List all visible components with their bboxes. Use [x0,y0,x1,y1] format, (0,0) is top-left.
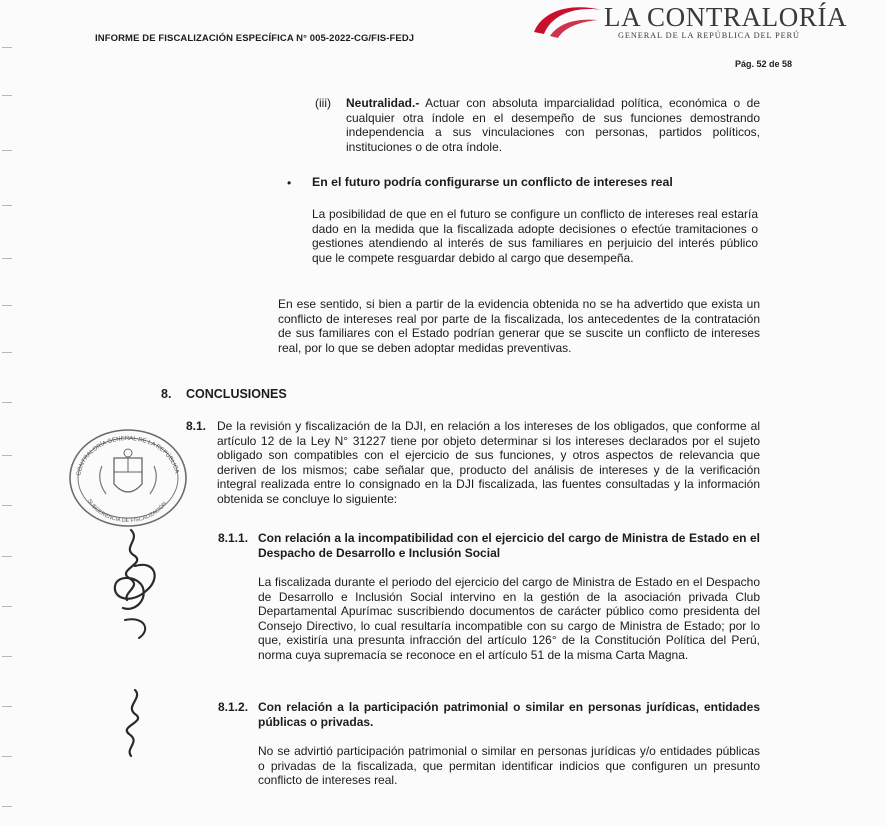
logo-title: LA CONTRALORÍA [604,2,848,32]
logo-swoosh-icon [528,2,608,42]
bullet-title: En el futuro podría configurarse un conflicto de intereses real [312,175,673,189]
item-iii-title: Neutralidad.- [346,96,420,110]
s811-number: 8.1.1. [218,531,249,545]
s81-paragraph: De la revisión y fiscalización de la DJI, en relación a los intereses de los obligados, que conforme al artículo 12 de la Ley N° 31227 tiene por objeto determinar si los intereses declarados por el sujeto obligado son compatibles con el ejercicio de sus funciones, y otros aspectos de relevancia que deriven de los mismos; cabe señalar que, producto del análisis de intereses y de la verificación integral realizada entre lo consignado en la DJI fiscalizada, las fuentes consultadas y la información obtenida se concluye lo siguiente: [217,419,760,506]
official-stamp-icon [58,420,198,532]
handwritten-signature-icon [95,520,185,820]
report-reference: INFORME DE FISCALIZACIÓN ESPECÍFICA N° 005-2022-CG/FIS-FEDJ [95,33,415,44]
bullet-paragraph: La posibilidad de que en el futuro se configure un conflicto de intereses real estaría dado en la medida que la fiscalizada adopte decisiones o efectúe tramitaciones o gestiones atendiendo al interés de sus familiares en perjuicio del interés público que le compete resguardar debido al cargo que desempeña. [312,207,758,265]
svg-text:SUBGERENCIA DE FISCALIZACIÓN: SUBGERENCIA DE FISCALIZACIÓN [85,498,169,525]
s811-paragraph: La fiscalizada durante el periodo del ejercicio del cargo de Ministra de Estado en el Despacho de Desarrollo e Inclusión Social intervino en la gestión de la asociación privada Club Departamental Apurímac suscribiendo documentos de carácter público como presidenta del Consejo Directivo, lo cual resultaría incompatible con su cargo de Ministra de Estado; por lo que, existiría una presunta infracción del artículo 126° de la Constitución Política del Perú, norma cuya supremacía se reconoce en el artículo 51 de la misma Carta Magna. [258,575,760,662]
item-iii-paragraph [346,96,760,154]
left-margin-marks [0,0,14,827]
section-number: 8. [161,387,172,401]
item-iii-numeral: (iii) [315,96,331,110]
s81-number: 8.1. [186,419,207,433]
item-iii-text: Actuar con absoluta imparcialidad política, económica o de cualquier otra índole en el desempeño de sus funciones demostrando independencia a sus vinculaciones con personas, partidos políticos, instituciones o de otra índole. [346,96,761,154]
s811-title: Con relación a la incompatibilidad con el ejercicio del cargo de Ministra de Estado en el Despacho de Desarrollo e Inclusión Social [258,531,760,560]
section-title: CONCLUSIONES [186,387,287,401]
logo-subtitle: GENERAL DE LA REPÚBLICA DEL PERÚ [618,31,800,40]
bullet-icon: • [287,176,292,190]
s812-number: 8.1.2. [218,700,249,714]
summary-paragraph: En ese sentido, si bien a partir de la evidencia obtenida no se ha advertido que exista un conflicto de intereses real por parte de la fiscalizada, los antecedentes de la contratación de sus familiares con el Estado podrían generar que se suscite un conflicto de intereses real, por lo que se deben adoptar medidas preventivas. [278,297,760,355]
svg-text:CONTRALORÍA GENERAL DE LA REPÚ: CONTRALORÍA GENERAL DE LA REPÚBLICA [76,435,180,477]
page-number: Pág. 52 de 58 [735,59,793,69]
s812-title: Con relación a la participación patrimonial o similar en personas jurídicas, entidades públicas o privadas. [258,700,760,729]
s812-paragraph: No se advirtió participación patrimonial o similar en personas jurídicas y/o entidades públicas o privadas de la fiscalizada, que permitan identificar indicios que configuren un presunto conflicto de intereses real. [258,744,760,788]
